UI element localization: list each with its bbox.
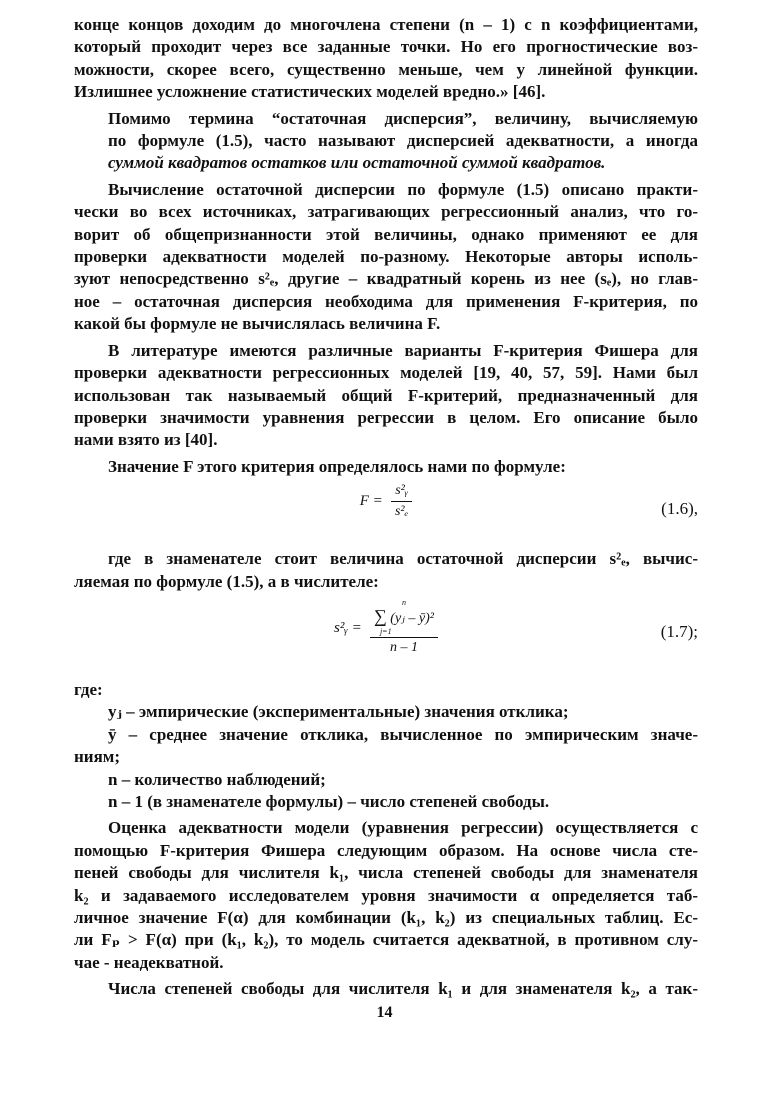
text-line: ли Fₚ > F(α) при (k₁, k₂), то модель считается адекватной, в противном слу-	[74, 930, 698, 950]
definition-item: n – 1 (в знаменателе формулы) – число степеней свободы.	[108, 791, 550, 811]
text-line: проверки значимости уравнения регрессии в целом. Его описание было	[74, 407, 698, 427]
definition-item: yⱼ – эмпирические (экспериментальные) значения отклика;	[108, 702, 569, 722]
text-line: где в знаменателе стоит величина остаточной дисперсии s²ₑ, вычис-	[108, 549, 698, 569]
text-line: проверки адекватности моделей по-разному. Некоторые авторы исполь-	[74, 247, 698, 267]
text-line: который проходит через все заданные точки. Но его прогностические воз-	[74, 37, 698, 57]
text-line: пеней свободы для числителя k₁, числа степеней свободы для знаменателя	[74, 863, 698, 883]
fraction	[391, 482, 412, 521]
text-line: Излишнее усложнение статистических моделей вредно.» [46].	[74, 82, 546, 102]
paragraph-6	[74, 548, 698, 593]
text-line: проверки адекватности регрессионных моделей [19, 40, 57, 59]. Нами был	[74, 363, 698, 383]
text-line: по формуле (1.5), часто называют дисперсией адекватности, а иногда	[108, 131, 698, 151]
text-line: Числа степеней свободы для числителя k₁ и для знаменателя k₂, а так-	[108, 979, 698, 999]
fraction-denominator: s²ₑ	[394, 504, 409, 520]
page-number: 14	[376, 1004, 393, 1021]
fraction-numerator	[370, 599, 438, 638]
text-line: чае - неадекватной.	[74, 952, 224, 972]
definition-item: ниям;	[74, 747, 121, 767]
formula-1-6	[74, 482, 698, 538]
text-line: Вычисление остаточной дисперсии по формуле (1.5) описано практи-	[108, 179, 698, 199]
text-line: ляемая по формуле (1.5), а в числителе:	[74, 571, 379, 591]
equation-number: (1.7);	[660, 621, 698, 641]
text-line: k₂ и задаваемого исследователем уровня значимости α определяется таб-	[74, 885, 698, 905]
formula-lhs: s²ᵧ =	[334, 619, 362, 636]
paragraph-3	[74, 179, 698, 336]
text-line: Значение F этого критерия определялось нами по формуле:	[108, 456, 566, 476]
page-body	[74, 14, 698, 1005]
sigma-icon: ∑	[373, 605, 387, 626]
text-line: личное значение F(α) для комбинации (k₁, k₂) из специальных таблиц. Ес-	[74, 908, 698, 927]
text-line: нами взято из [40].	[74, 430, 218, 450]
sum-upper-limit: n	[401, 597, 406, 607]
paragraph-1	[74, 14, 698, 104]
sum-term: (yⱼ – ȳ)²	[390, 610, 434, 626]
text-line: зуют непосредственно s²ₑ, другие – квадратный корень из нее (sₑ), но глав-	[74, 269, 698, 289]
formula-lhs: F =	[359, 493, 383, 510]
formula-1-7	[74, 599, 698, 665]
definition-item: n – количество наблюдений;	[108, 769, 326, 789]
paragraph-8	[74, 978, 698, 1000]
text-line: можности, скорее всего, существенно меньше, чем у линейной функции.	[74, 59, 698, 79]
text-line: В литературе имеются различные варианты F-критерия Фишера для	[108, 340, 698, 360]
text-line: Помимо термина “остаточная дисперсия”, величину, вычисляемую	[108, 108, 698, 128]
text-line: Оценка адекватности модели (уравнения регрессии) осуществляется с	[108, 818, 698, 838]
text-line: ворит об общепризнанности этой величины, однако применяют ее для	[74, 224, 698, 244]
paragraph-7	[74, 817, 698, 974]
formula-body	[74, 599, 698, 657]
fraction-denominator: n – 1	[389, 639, 418, 655]
where-label: где:	[74, 679, 103, 699]
text-line: какой бы формуле не вычислялась величина F.	[74, 314, 441, 334]
paragraph-5	[74, 456, 698, 478]
text-line: помощью F-критерия Фишера следующим образом. На основе числа сте-	[74, 840, 698, 860]
text-line: чески во всех источниках, затрагивающих регрессионный анализ, что го-	[74, 202, 698, 222]
fraction	[370, 599, 438, 657]
text-line: использован так называемый общий F-критерий, предназначенный для	[74, 385, 698, 405]
definition-item: ȳ – среднее значение отклика, вычисленное по эмпирическим значе-	[108, 724, 698, 744]
formula-body	[74, 482, 698, 521]
fraction-numerator: s²ᵧ	[391, 482, 412, 502]
sum-lower-limit: j=1	[379, 626, 392, 636]
paragraph-4	[74, 340, 698, 452]
definitions	[74, 679, 698, 813]
text-line: суммой квадратов остатков или остаточной суммой квадратов.	[108, 153, 606, 173]
text-line: ное – остаточная дисперсия необходима для применения F-критерия, по	[74, 291, 698, 311]
text-line: конце концов доходим до многочлена степени (n – 1) с n коэффициентами,	[74, 15, 698, 34]
equation-number: (1.6),	[661, 499, 698, 519]
paragraph-2	[74, 108, 698, 175]
